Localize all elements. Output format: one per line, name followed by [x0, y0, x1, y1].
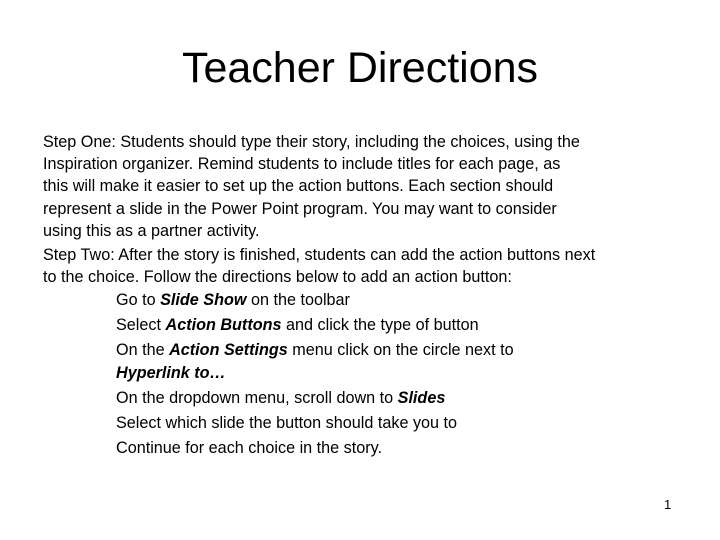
step-two-paragraph — [43, 244, 683, 288]
instruction-keyword: Action Buttons — [165, 316, 282, 335]
step-one-line: Step One: Students should type their story, including the choices, using the — [43, 133, 580, 151]
instruction-keyword: Slides — [397, 388, 446, 407]
page-number: 1 — [664, 497, 672, 512]
step-one-line: Inspiration organizer. Remind students to include titles for each page, as — [43, 155, 561, 174]
instruction-go-to-slide-show: Go to Slide Show on the toolbar — [116, 291, 350, 310]
instruction-action-settings: On the Action Settings menu click on the circle next to Hyperlink to… — [116, 341, 514, 382]
instruction-keyword: Action Settings — [169, 341, 288, 360]
step-one-line: represent a slide in the Power Point program. You may want to consider — [43, 199, 557, 218]
instruction-select-slide: Select which slide the button should take you to — [116, 413, 458, 432]
step-one-line: using this as a partner activity. — [43, 221, 260, 240]
instruction-continue: Continue for each choice in the story. — [116, 438, 383, 457]
instruction-keyword: Slide Show — [160, 291, 247, 310]
slide-body — [43, 131, 683, 462]
step-one-paragraph — [43, 131, 683, 242]
slide-title: Teacher Directions — [181, 44, 539, 92]
instruction-select-action-buttons: Select Action Buttons and click the type of button — [116, 316, 479, 335]
step-one-line: this will make it easier to set up the action buttons. Each section should — [43, 177, 554, 196]
step-two-line: Step Two: After the story is finished, students can add the action buttons next — [43, 245, 596, 264]
instruction-dropdown-slides: On the dropdown menu, scroll down to Slides — [116, 388, 446, 407]
instruction-keyword: Hyperlink to… — [116, 363, 226, 382]
step-two-line: to the choice. Follow the directions below to add an action button: — [43, 267, 512, 286]
